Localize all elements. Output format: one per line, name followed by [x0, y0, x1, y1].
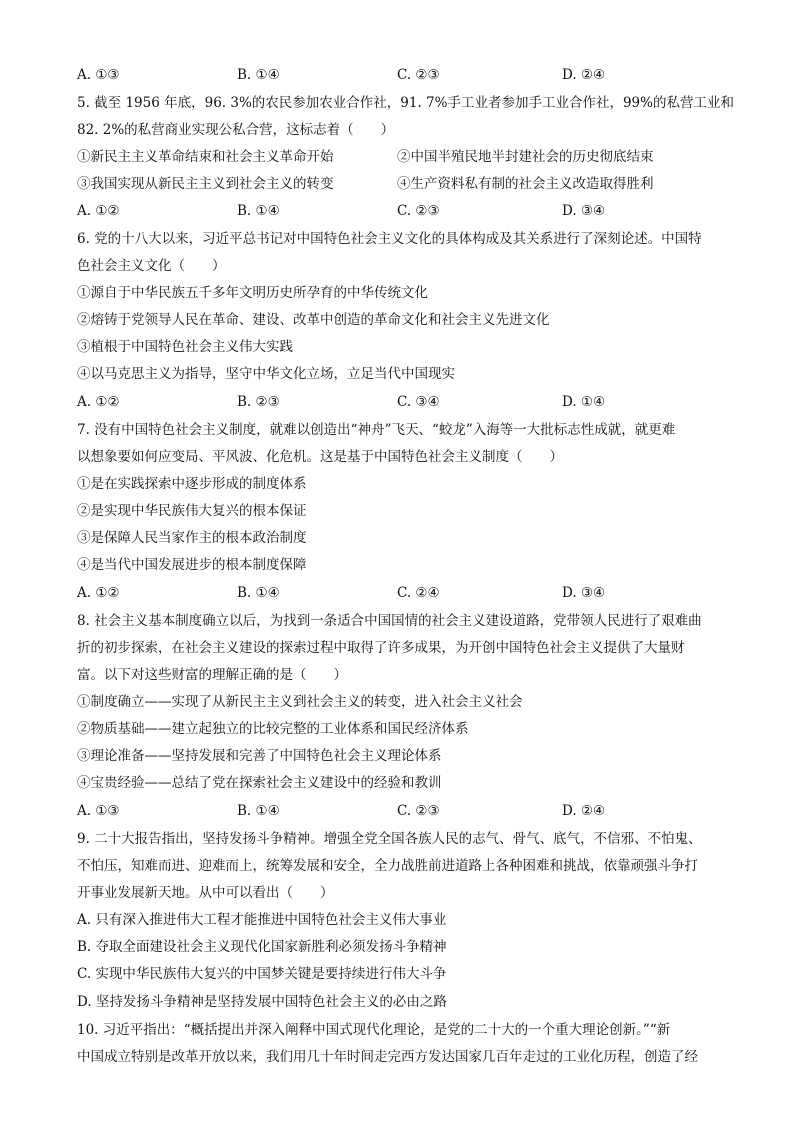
- q8-stem-line-2: 折的初步探索，在社会主义建设的探索过程中取得了许多成果，为开创中国特色社会主义提供了大量财: [77, 640, 685, 656]
- q5-items-row-2: [77, 175, 757, 193]
- q7-stem-line-2: 以想象要如何应变局、平风波、化危机。这是基于中国特色社会主义制度（ ）: [77, 449, 563, 465]
- q8-option-c: C. ②③: [397, 803, 440, 819]
- q7-item-3: ③是保障人民当家作主的根本政治制度: [77, 530, 307, 546]
- q5-option-c: C. ②③: [397, 203, 440, 219]
- q7-option-b: B. ①④: [237, 585, 280, 601]
- q9-stem-line-1: 9. 二十大报告指出，坚持发扬斗争精神。增强全党全国各族人民的志气、骨气、底气，不信邪、不怕鬼、: [77, 831, 702, 847]
- q8-option-a: A. ①③: [77, 803, 120, 819]
- q5-item-2: ②中国半殖民地半封建社会的历史彻底结束: [397, 149, 654, 165]
- q7-option-c: C. ②④: [397, 585, 440, 601]
- q9-choice-d: D. 坚持发扬斗争精神是坚持发展中国特色社会主义的必由之路: [77, 994, 447, 1010]
- q6-stem-line-1: 6. 党的十八大以来，习近平总书记对中国特色社会主义文化的具体构成及其关系进行了深刻论述。中国特: [77, 231, 702, 247]
- q5-item-3: ③我国实现从新民主主义到社会主义的转变: [77, 176, 334, 192]
- q5-option-d: D. ③④: [562, 203, 606, 219]
- q7-item-2: ②是实现中华民族伟大复兴的根本保证: [77, 503, 307, 519]
- q6-item-3: ③植根于中国特色社会主义伟大实践: [77, 339, 293, 355]
- q8-option-b: B. ①④: [237, 803, 280, 819]
- q6-item-2: ②熔铸于党领导人民在革命、建设、改革中创造的革命文化和社会主义先进文化: [77, 312, 550, 328]
- q8-option-d: D. ②④: [562, 803, 606, 819]
- q8-stem-line-1: 8. 社会主义基本制度确立以后，为找到一条适合中国国情的社会主义建设道路，党带领人民进行了艰难曲: [77, 613, 702, 629]
- q8-item-4: ④宝贵经验——总结了党在探索社会主义建设中的经验和教训: [77, 775, 442, 791]
- q9-choice-c: C. 实现中华民族伟大复兴的中国梦关键是要持续进行伟大斗争: [77, 966, 447, 982]
- q5-option-b: B. ①④: [237, 203, 280, 219]
- q4-option-c: C. ②③: [397, 67, 440, 83]
- q9-stem-line-3: 开事业发展新天地。从中可以看出（ ）: [77, 885, 334, 901]
- q8-item-2: ②物质基础——建立起独立的比较完整的工业体系和国民经济体系: [77, 721, 469, 737]
- q8-options: [77, 802, 757, 820]
- q4-options: [77, 66, 757, 84]
- q7-option-d: D. ③④: [562, 585, 606, 601]
- q6-option-a: A. ①②: [77, 394, 120, 410]
- q9-choice-b: B. 夺取全面建设社会主义现代化国家新胜利必须发扬斗争精神: [77, 939, 447, 955]
- q5-stem-line-1: 5. 截至 1956 年底，96. 3%的农民参加农业合作社，91. 7%手工业者参加手工业合作社，99%的私营工业和: [77, 95, 734, 111]
- q7-item-4: ④是当代中国发展进步的根本制度保障: [77, 557, 307, 573]
- q7-options: [77, 584, 757, 602]
- q8-stem-line-3: 富。以下对这些财富的理解正确的是（ ）: [77, 667, 347, 683]
- q5-stem-line-2: 82. 2%的私营商业实现公私合营，这标志着（ ）: [77, 122, 395, 138]
- q8-item-1: ①制度确立——实现了从新民主主义到社会主义的转变，进入社会主义社会: [77, 694, 523, 710]
- q4-option-d: D. ②④: [562, 67, 606, 83]
- q10-stem-line-2: 中国成立特别是改革开放以来，我们用几十年时间走完西方发达国家几百年走过的工业化历程，创造了经: [77, 1049, 698, 1065]
- q4-option-b: B. ①④: [237, 67, 280, 83]
- q6-stem-line-2: 色社会主义文化（ ）: [77, 258, 226, 274]
- q5-item-1: ①新民主主义革命结束和社会主义革命开始: [77, 149, 334, 165]
- q5-item-4: ④生产资料私有制的社会主义改造取得胜利: [397, 176, 654, 192]
- q5-items-row-1: [77, 148, 757, 166]
- q6-option-d: D. ①④: [562, 394, 606, 410]
- q9-choice-a: A. 只有深入推进伟大工程才能推进中国特色社会主义伟大事业: [77, 912, 447, 928]
- q8-item-3: ③理论准备——坚持发展和完善了中国特色社会主义理论体系: [77, 748, 442, 764]
- q6-item-4: ④以马克思主义为指导，坚守中华文化立场，立足当代中国现实: [77, 366, 455, 382]
- q4-option-a: A. ①③: [77, 67, 120, 83]
- q7-item-1: ①是在实践探索中逐步形成的制度体系: [77, 476, 307, 492]
- q7-option-a: A. ①②: [77, 585, 120, 601]
- q5-options: [77, 202, 757, 220]
- q6-option-c: C. ③④: [397, 394, 440, 410]
- q5-option-a: A. ①②: [77, 203, 120, 219]
- q7-stem-line-1: 7. 没有中国特色社会主义制度，就难以创造出“神舟”飞天、“蛟龙”入海等一大批标志性成就，就更难: [77, 422, 676, 438]
- q6-options: [77, 393, 757, 411]
- q6-option-b: B. ②③: [237, 394, 280, 410]
- q9-stem-line-2: 不怕压，知难而进、迎难而上，统筹发展和安全，全力战胜前进道路上各种困难和挑战，依靠顽强斗争打: [77, 858, 698, 874]
- q10-stem-line-1: 10. 习近平指出：“概括提出并深入阐释中国式现代化理论，是党的二十大的一个重大理论创新。”“新: [77, 1022, 671, 1038]
- q6-item-1: ①源自于中华民族五千多年文明历史所孕育的中华传统文化: [77, 285, 428, 301]
